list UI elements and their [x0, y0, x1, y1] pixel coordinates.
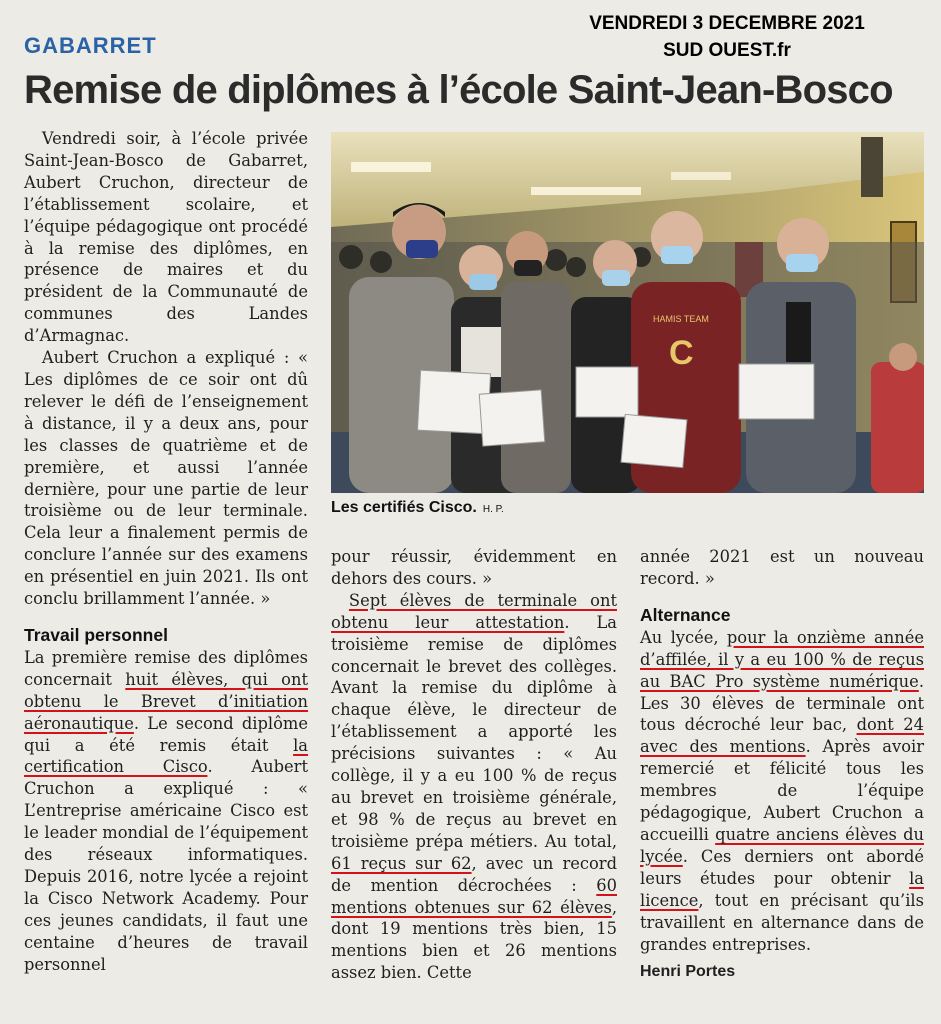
underlined-highlight: Sept élèves de terminale ont obtenu leur attestation — [331, 590, 617, 632]
paragraph: Sept élèves de terminale ont obtenu leur attestation. La troisième remise de diplômes concernait le brevet des collèges. Avant la remise du diplôme à chaque élève, le directeur de l’établissement a apporté les précisions suivantes : « Au collège, il y a eu 100 % de reçus au brevet en troisième générale, et 98 % de reçus au brevet en troisième prépa métiers. Au total, 61 reçus sur 62, avec un record de mention décrochées : 60 mentions obtenues sur 62 élèves, dont 19 mentions très bien, 15 mentions bien et 26 mentions assez bien. Cette — [331, 590, 617, 983]
underlined-highlight: huit élèves, qui ont obtenu le Brevet d’initiation aéronautique — [24, 669, 308, 733]
article-headline: Remise de diplômes à l’école Saint-Jean-Bosco — [24, 68, 893, 112]
underlined-highlight: 60 mentions obtenues sur 62 élèves — [331, 875, 617, 917]
shirt-print: HAMIS TEAM — [653, 314, 709, 324]
article-photo — [331, 132, 924, 493]
underlined-highlight: la licence — [640, 868, 924, 910]
underlined-highlight: dont 24 avec des mentions — [640, 715, 924, 757]
publication-date-block — [527, 10, 927, 64]
paragraph: La première remise des diplômes concernait huit élèves, qui ont obtenu le Brevet d’initiation aéronautique. Le second diplôme qui a été remis était la certification Cisco. Aubert Cruchon a expliqué : « L’entreprise américaine Cisco est le leader mondial de l’équipement des réseaux informatiques. Depuis 2016, notre lycée a rejoint la Cisco Network Academy. Pour ces jeunes candidats, il faut une centaine d’heures de travail personnel — [24, 647, 309, 974]
subheading-alternance: Alternance — [640, 604, 731, 625]
subheading-travail-personnel: Travail personnel — [24, 624, 168, 645]
person-7 — [871, 343, 924, 493]
paragraph: pour réussir, évidemment en dehors des cours. » — [331, 547, 617, 588]
underlined-highlight: quatre anciens élèves du lycée — [640, 824, 924, 866]
section-rubric: GABARRET — [24, 33, 157, 58]
underlined-highlight: pour la onzième année d’affilée, il y a eu 100 % de reçus au BAC Pro système numérique — [640, 627, 924, 691]
paragraph: Vendredi soir, à l’école privée Saint-Jean-Bosco de Gabarret, Aubert Cruchon, directeur de l’établissement scolaire, et l’équipe pédagogique ont procédé à la remise des diplômes, en présence de maires et du président de la Communauté de communes des Landes d’Armagnac. — [24, 129, 308, 346]
underlined-highlight: la certification Cisco — [24, 735, 308, 777]
photo-caption — [331, 499, 504, 517]
paragraph: année 2021 est un nouveau record. » — [640, 547, 924, 588]
article-column-2 — [331, 546, 617, 984]
photo-credit: H. P. — [482, 504, 504, 515]
paragraph: Aubert Cruchon a expliqué : « Les diplômes de ce soir ont dû relever le défi de l’enseignement à distance, il y a deux ans, pour les classes de quatrième et de première, et aussi l’année dernière, pour une partie de leur troisième ou de leur terminale. Cela leur a finalement permis de conclure l’année sur des examens en présentiel en juin 2021. Ils ont conclu brillamment l’année. » — [24, 348, 308, 609]
publication-date: VENDREDI 3 DECEMBRE 2021 — [589, 13, 865, 34]
paragraph: Au lycée, pour la onzième année d’affilée, il y a eu 100 % de reçus au BAC Pro système numérique. Les 30 élèves de terminale ont tous décroché leur bac, dont 24 avec des mentions. Après avoir remercié et félicité tous les membres de l’équipe pédagogique, Aubert Cruchon a accueilli quatre anciens élèves du lycée. Ces derniers ont abordé leurs études pour obtenir la licence, tout en précisant qu’ils travaillent en alternance dans de grandes entreprises. — [640, 627, 924, 954]
article-author: Henri Portes — [640, 963, 736, 981]
publication-source: SUD OUEST.fr — [663, 40, 791, 61]
caption-text: Les certifiés Cisco. — [331, 499, 477, 516]
svg-text:C: C — [669, 334, 694, 372]
article-column-1 — [24, 128, 308, 976]
underlined-highlight: 61 reçus sur 62 — [331, 853, 472, 873]
article-column-3 — [640, 546, 924, 983]
